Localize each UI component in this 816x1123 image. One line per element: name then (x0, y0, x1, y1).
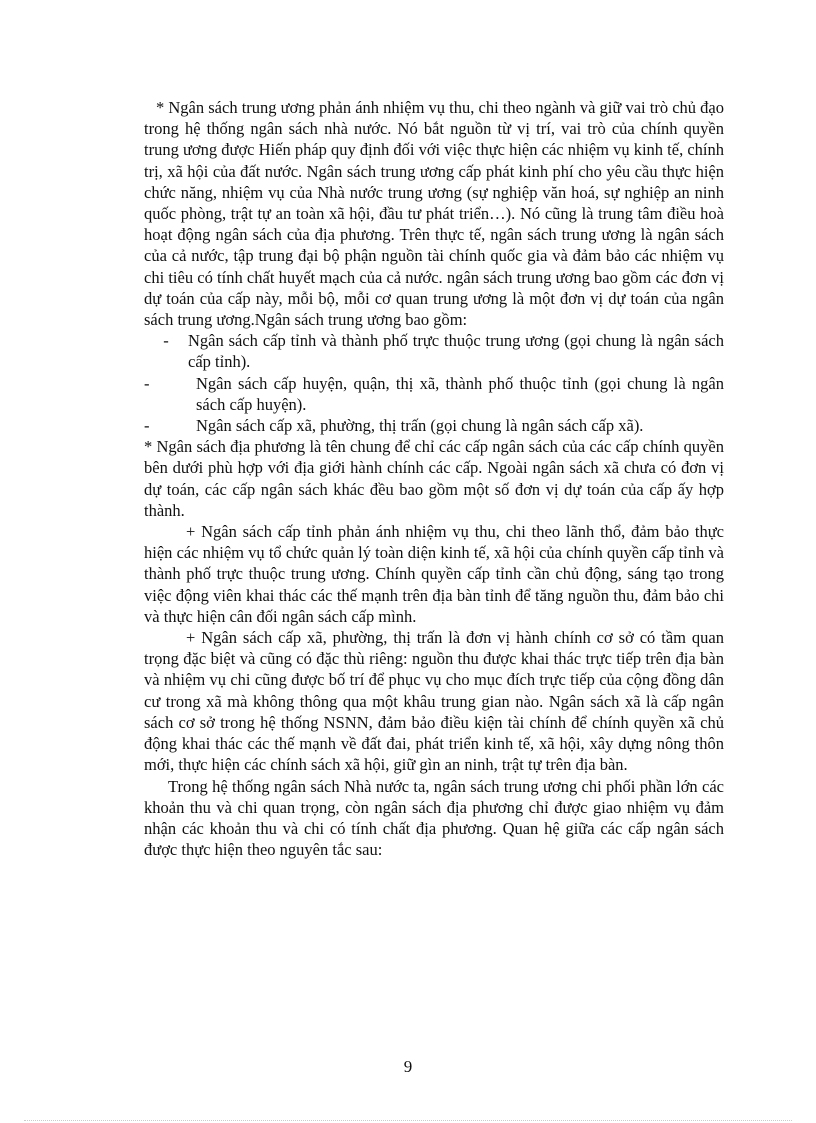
bullet-item-district-budget (144, 373, 724, 415)
bullet-item-commune-budget (144, 415, 724, 436)
bullet-dash: - (144, 373, 150, 393)
bullet-dash: - (144, 416, 150, 436)
paragraph-local-budget: * Ngân sách địa phương là tên chung để chỉ các cấp ngân sách của các cấp chính quyền bên dưới phù hợp với địa giới hành chính các cấp. Ngoài ngân sách xã chưa có đơn vị dự toán, các cấp ngân sách khác đều bao gồm một số đơn vị dự toán của cấp ấy hợp thành. (144, 437, 724, 520)
bullet-item-province-budget (144, 330, 724, 372)
page-bottom-divider (24, 1120, 792, 1121)
bullet-text: Ngân sách cấp huyện, quận, thị xã, thành phố thuộc tỉnh (gọi chung là ngân sách cấp huyện). (196, 373, 724, 414)
bullet-text: Ngân sách cấp tỉnh và thành phố trực thuộc trung ương (gọi chung là ngân sách cấp tỉnh). (188, 331, 724, 372)
paragraph-province-budget: + Ngân sách cấp tỉnh phản ánh nhiệm vụ thu, chi theo lãnh thổ, đảm bảo thực hiện các nhiệm vụ tổ chức quản lý toàn diện kinh tế, xã hội của chính quyền cấp tỉnh và thành phố trực thuộc trung ương. Chính quyền cấp tỉnh cần chủ động, sáng tạo trong việc động viên khai thác các thế mạnh trên địa bàn tỉnh để tăng nguồn thu, đảm bảo chi và thực hiện cân đối ngân sách cấp mình. (144, 522, 724, 626)
document-body (144, 97, 724, 860)
paragraph-commune-budget: + Ngân sách cấp xã, phường, thị trấn là đơn vị hành chính cơ sở có tầm quan trọng đặc biệt và cũng có đặc thù riêng: nguồn thu được khai thác trực tiếp trên địa bàn và nhiệm vụ chi cũng được bố trí để phục vụ cho mục đích trực tiếp của cộng đồng dân cư trong xã mà không thông qua một khâu trung gian nào. Ngân sách xã là cấp ngân sách cơ sở trong hệ thống NSNN, đảm bảo điều kiện tài chính để chính quyền xã chủ động khai thác các thế mạnh về đất đai, phát triển kinh tế, xã hội, xây dựng nông thôn mới, thực hiện các chính sách xã hội, giữ gìn an ninh, trật tự trên địa bàn. (144, 628, 724, 775)
page-number: 9 (403, 1057, 413, 1076)
bullet-dash: - (163, 331, 169, 351)
bullet-text: Ngân sách cấp xã, phường, thị trấn (gọi chung là ngân sách cấp xã). (196, 416, 644, 436)
paragraph-central-budget: * Ngân sách trung ương phản ánh nhiệm vụ thu, chi theo ngành và giữ vai trò chủ đạo trong hệ thống ngân sách nhà nước. Nó bắt nguồn từ vị trí, vai trò của chính quyền trung ương được Hiến pháp quy định đối với việc thực hiện các nhiệm vụ kinh tế, chính trị, xã hội của đất nước. Ngân sách trung ương cấp phát kinh phí cho yêu cầu thực hiện chức năng, nhiệm vụ của Nhà nước trung ương (sự nghiệp văn hoá, sự nghiệp an ninh quốc phòng, trật tự an toàn xã hội, đầu tư phát triển…). Nó cũng là trung tâm điều hoà hoạt động ngân sách của địa phương. Trên thực tế, ngân sách trung ương là ngân sách của cả nước, tập trung đại bộ phận nguồn tài chính quốc gia và đảm bảo các nhiệm vụ chi tiêu có tính chất huyết mạch của cả nước. ngân sách trung ương bao gồm các đơn vị dự toán của cấp này, mỗi bộ, mỗi cơ quan trung ương là một đơn vị dự toán của ngân sách trung ương.Ngân sách trung ương bao gồm: (144, 98, 724, 330)
paragraph-budget-relations: Trong hệ thống ngân sách Nhà nước ta, ngân sách trung ương chi phối phần lớn các khoản thu và chi quan trọng, còn ngân sách địa phương chỉ được giao nhiệm vụ đảm nhận các khoản thu và chi có tính chất địa phương. Quan hệ giữa các cấp ngân sách được thực hiện theo nguyên tắc sau: (144, 776, 724, 860)
